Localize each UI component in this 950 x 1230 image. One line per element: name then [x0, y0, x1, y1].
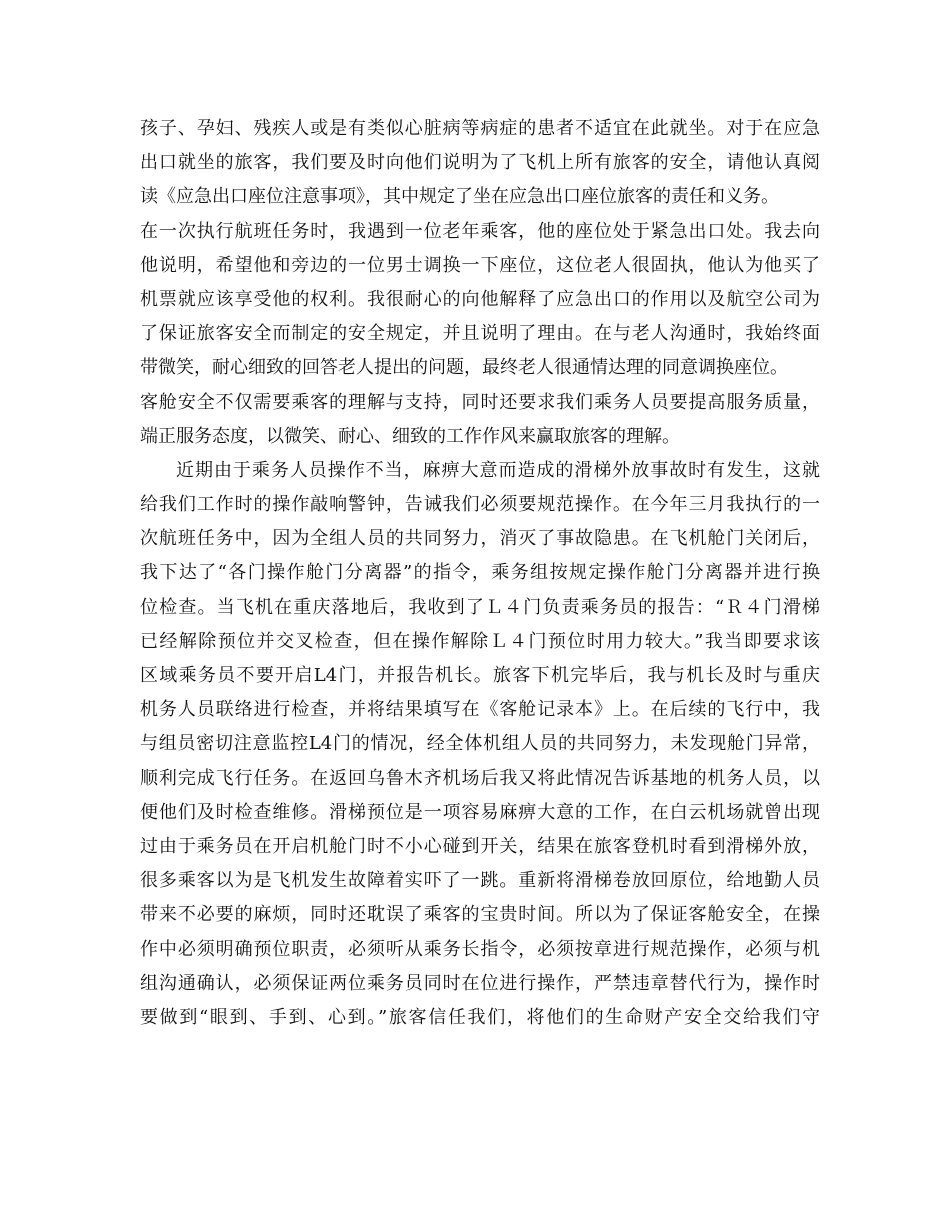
text-line: 作中必须明确预位职责，必须听从乘务长指令，必须按章进行规范操作，必须与机	[140, 938, 820, 960]
text-line: 区域乘务员不要开启L4门，并报告机长。旅客下机完毕后，我与机长及时与重庆	[140, 665, 820, 686]
text-line: 给我们工作时的操作敲响警钟，告诫我们必须要规范操作。在今年三月我执行的一	[140, 494, 820, 516]
text-line: 要做到“眼到、手到、心到。”旅客信任我们，将他们的生命财产安全交给我们守	[140, 1006, 820, 1028]
text-line: 客舱安全不仅需要乘客的理解与支持，同时还要求我们乘务人员要提高服务质量，	[140, 391, 820, 413]
text-line: 顺利完成飞行任务。在返回乌鲁木齐机场后我又将此情况告诉基地的机务人员，以	[140, 767, 820, 789]
text-line: 机票就应该享受他的权利。我很耐心的向他解释了应急出口的作用以及航空公司为	[140, 288, 820, 310]
text-line: 孩子、孕妇、残疾人或是有类似心脏病等病症的患者不适宜在此就坐。对于在应急	[140, 118, 820, 139]
text-line: 与组员密切注意监控L4门的情况，经全体机组人员的共同努力，未发现舱门异常，	[140, 733, 820, 755]
text-line: 很多乘客以为是飞机发生故障着实吓了一跳。重新将滑梯卷放回原位，给地勤人员	[140, 870, 820, 892]
text-line: 出口就坐的旅客，我们要及时向他们说明为了飞机上所有旅客的安全，请他认真阅	[140, 152, 820, 174]
text-line: 读《应急出口座位注意事项》，其中规定了坐在应急出口座位旅客的责任和义务。	[140, 186, 779, 208]
text-line: 他说明，希望他和旁边的一位男士调换一下座位，这位老人很固执，他认为他买了	[140, 254, 820, 276]
paragraph-4	[140, 454, 820, 1035]
text-line: 带来不必要的麻烦，同时还耽误了乘客的宝贵时间。所以为了保证客舱安全，在操	[140, 904, 820, 926]
text-line: 了保证旅客安全而制定的安全规定，并且说明了理由。在与老人沟通时，我始终面	[140, 323, 820, 345]
text-line: 便他们及时检查维修。滑梯预位是一项容易麻痹大意的工作，在白云机场就曾出现	[140, 801, 820, 823]
document-body	[140, 112, 820, 1035]
text-line: 过由于乘务员在开启机舱门时不小心碰到开关，结果在旅客登机时看到滑梯外放，	[140, 835, 820, 857]
text-line: 次航班任务中，因为全组人员的共同努力，消灭了事故隐患。在飞机舱门关闭后，	[140, 528, 820, 550]
text-line: 在一次执行航班任务时，我遇到一位老年乘客，他的座位处于紧急出口处。我去向	[140, 220, 820, 242]
paragraph-3	[140, 386, 820, 454]
text-line: 组沟通确认，必须保证两位乘务员同时在位进行操作，严禁违章替代行为，操作时	[140, 972, 820, 994]
paragraph-2	[140, 215, 820, 386]
text-line: 已经解除预位并交叉检查，但在操作解除Ｌ４门预位时用力较大。”我当即要求该	[140, 630, 820, 652]
text-line: 带微笑，耐心细致的回答老人提出的问题，最终老人很通情达理的同意调换座位。	[140, 357, 788, 379]
text-line: 我下达了“各门操作舱门分离器”的指令，乘务组按规定操作舱门分离器并进行换	[140, 562, 820, 584]
text-line: 机务人员联络进行检查，并将结果填写在《客舱记录本》上。在后续的飞行中，我	[140, 699, 820, 721]
paragraph-1	[140, 112, 820, 215]
text-line: 位检查。当飞机在重庆落地后，我收到了Ｌ４门负责乘务员的报告：“Ｒ４门滑梯	[140, 596, 820, 618]
text-line: 端正服务态度，以微笑、耐心、细致的工作作风来赢取旅客的理解。	[140, 425, 680, 447]
text-line: 近期由于乘务人员操作不当，麻痹大意而造成的滑梯外放事故时有发生，这就	[176, 459, 820, 481]
